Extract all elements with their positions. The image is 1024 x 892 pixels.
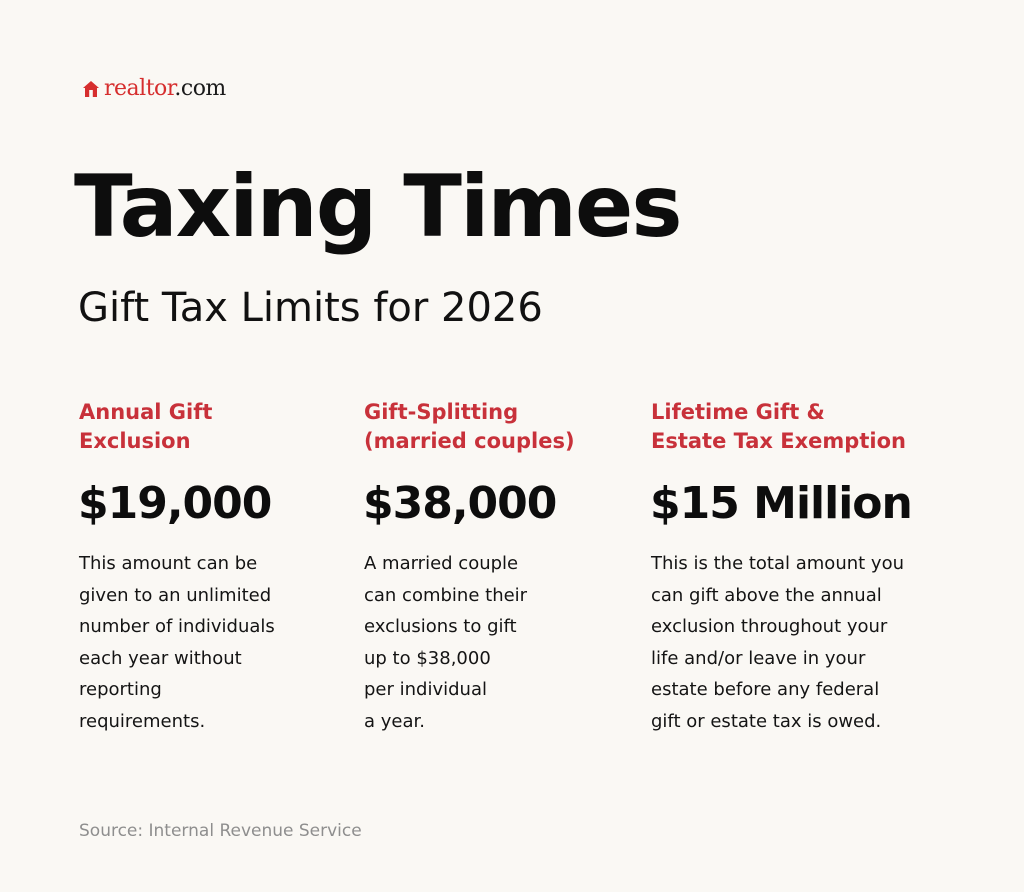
logo-suffix: .com [174,76,226,101]
column-heading: Gift-Splitting (married couples) [364,400,575,453]
house-icon [82,80,100,98]
column-heading: Annual Gift Exclusion [79,400,213,453]
page-title: Taxing Times [74,157,681,257]
realtor-logo [82,76,226,102]
column-description: A married couple can combine their exclusions to gift up to $38,000 per individual a year. [364,553,528,732]
source-note: Source: Internal Revenue Service [79,821,362,841]
lifetime-exemption-column [650,398,951,732]
logo-brand: realtor [104,76,175,101]
logo-text [104,76,226,102]
annual-exclusion-column [78,398,329,732]
column-value: $19,000 [78,478,272,529]
column-description: This amount can be given to an unlimited number of individuals each year without reporting requirements. [79,553,275,732]
column-value: $38,000 [363,478,557,529]
page-subtitle: Gift Tax Limits for 2026 [78,285,543,331]
column-heading: Lifetime Gift & Estate Tax Exemption [651,400,906,453]
gift-splitting-column [363,398,614,732]
column-value: $15 Million [650,478,912,529]
column-description: This is the total amount you can gift above the annual exclusion throughout your life and/or leave in your estate before any federal gift or estate tax is owed. [651,553,904,732]
